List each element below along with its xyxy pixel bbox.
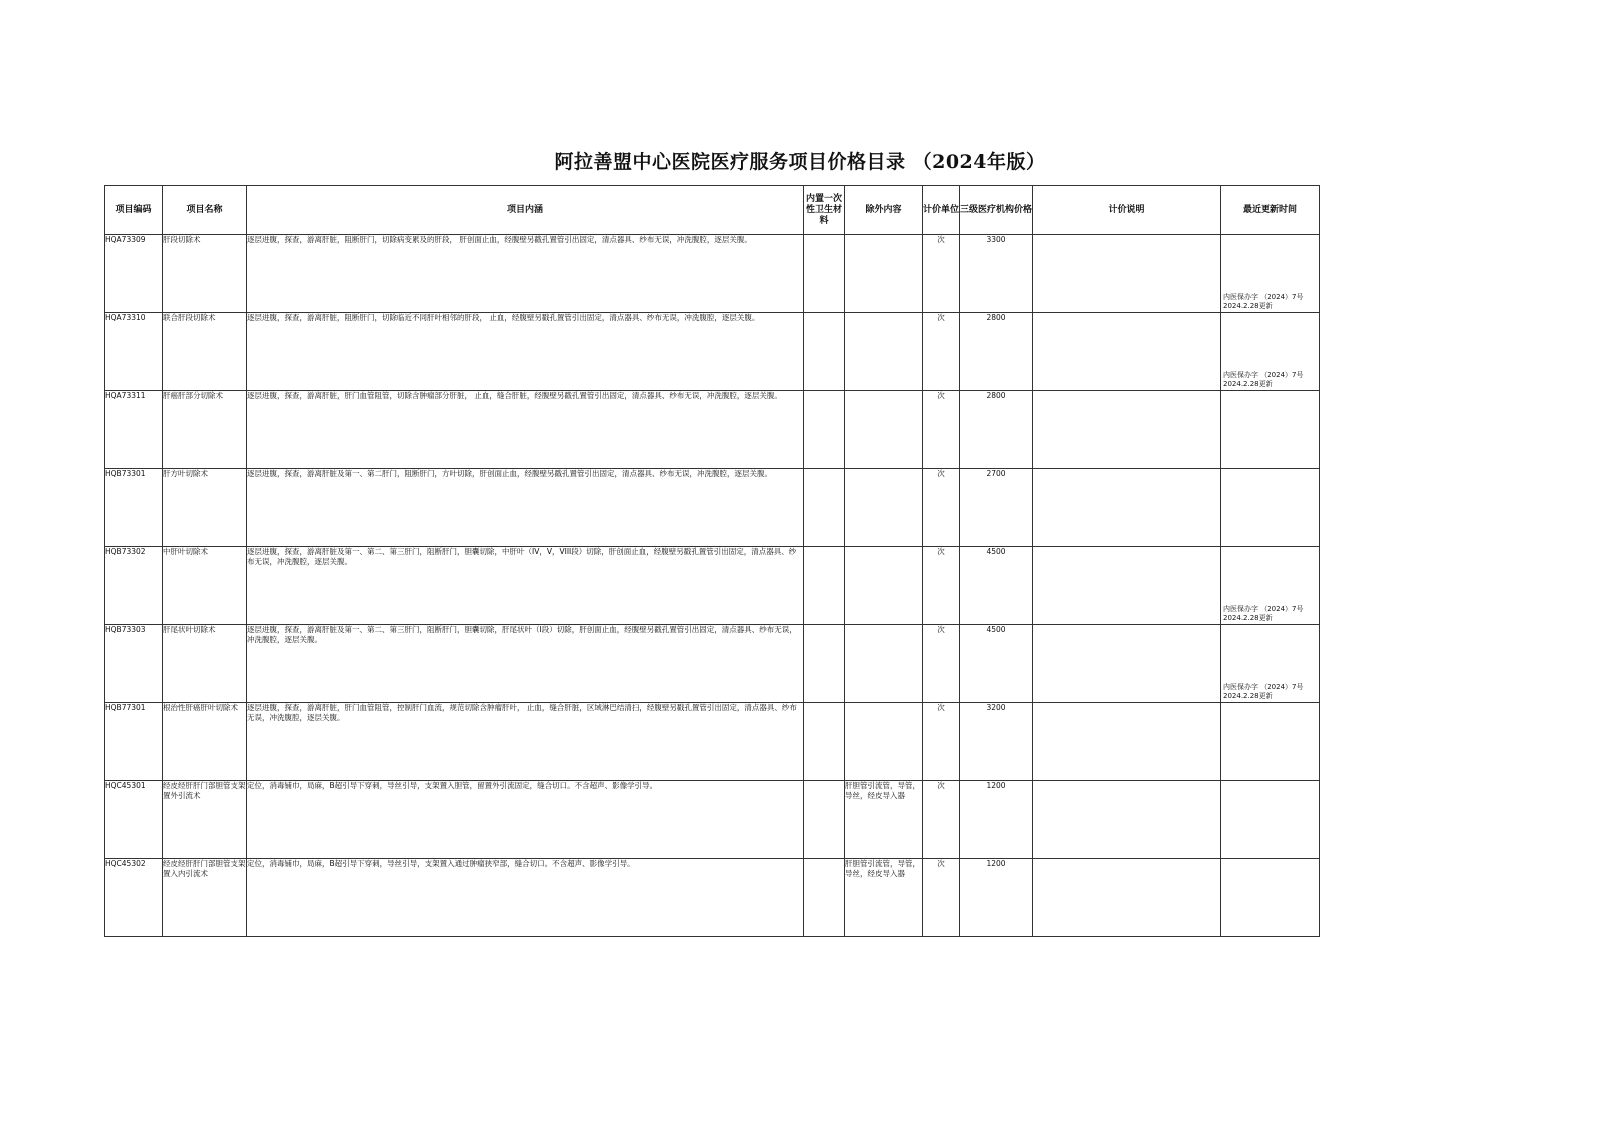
item-updated-cell [1221, 313, 1320, 391]
item-price: 2800 [960, 313, 1033, 391]
item-name: 肝癌肝部分切除术 [163, 391, 247, 469]
item-excluded: 肝胆管引流管，导管，导丝，经皮导入器 [845, 781, 923, 859]
item-price: 2800 [960, 391, 1033, 469]
item-name: 中肝叶切除术 [163, 547, 247, 625]
item-unit: 次 [923, 625, 960, 703]
item-excluded [845, 703, 923, 781]
item-price: 3200 [960, 703, 1033, 781]
item-name: 肝方叶切除术 [163, 469, 247, 547]
item-updated-cell [1221, 547, 1320, 625]
item-excluded [845, 625, 923, 703]
item-excluded [845, 235, 923, 313]
item-content: 逐层进腹，探查，游离肝脏及第一、第二、第三肝门，阻断肝门，胆囊切除，肝尾状叶（I段）切除，肝创面止血，经腹壁另戳孔置管引出固定，清点器具、纱布无误，冲洗腹腔，逐层关腹。 [247, 625, 804, 703]
item-updated: 内医保办字 （2024）7号 2024.2.28更新 [1223, 683, 1304, 700]
item-material [804, 859, 845, 937]
item-note [1033, 625, 1221, 703]
item-code: HQB73303 [105, 625, 163, 703]
header-updated: 最近更新时间 [1221, 186, 1320, 235]
header-row [105, 186, 1320, 235]
item-price: 2700 [960, 469, 1033, 547]
item-unit: 次 [923, 781, 960, 859]
item-excluded [845, 313, 923, 391]
item-material [804, 469, 845, 547]
header-code: 项目编码 [105, 186, 163, 235]
item-unit: 次 [923, 235, 960, 313]
item-price: 4500 [960, 625, 1033, 703]
item-name: 经皮经肝肝门部胆管支架置入内引流术 [163, 859, 247, 937]
item-material [804, 547, 845, 625]
header-material: 内置一次性卫生材料 [804, 186, 845, 235]
item-material [804, 313, 845, 391]
item-material [804, 391, 845, 469]
price-table [104, 185, 1320, 937]
item-code: HQC45301 [105, 781, 163, 859]
item-price: 3300 [960, 235, 1033, 313]
item-note [1033, 313, 1221, 391]
item-excluded [845, 547, 923, 625]
item-material [804, 703, 845, 781]
item-updated-cell [1221, 625, 1320, 703]
item-updated-cell [1221, 781, 1320, 859]
item-name: 肝段切除术 [163, 235, 247, 313]
item-note [1033, 469, 1221, 547]
item-price: 4500 [960, 547, 1033, 625]
table-row [105, 391, 1320, 469]
item-unit: 次 [923, 703, 960, 781]
item-unit: 次 [923, 391, 960, 469]
table-row [105, 859, 1320, 937]
table-row [105, 781, 1320, 859]
item-material [804, 625, 845, 703]
item-updated-cell [1221, 391, 1320, 469]
table-row [105, 235, 1320, 313]
item-note [1033, 859, 1221, 937]
item-updated: 内医保办字 （2024）7号 2024.2.28更新 [1223, 371, 1304, 388]
header-name: 项目名称 [163, 186, 247, 235]
item-note [1033, 703, 1221, 781]
item-note [1033, 235, 1221, 313]
item-name: 肝尾状叶切除术 [163, 625, 247, 703]
item-updated: 内医保办字 （2024）7号 2024.2.28更新 [1223, 605, 1304, 622]
item-code: HQA73310 [105, 313, 163, 391]
header-unit: 计价单位 [923, 186, 960, 235]
item-updated-cell [1221, 703, 1320, 781]
item-updated: 内医保办字 （2024）7号 2024.2.28更新 [1223, 293, 1304, 310]
table-row [105, 469, 1320, 547]
item-unit: 次 [923, 547, 960, 625]
table-row [105, 703, 1320, 781]
item-note [1033, 391, 1221, 469]
item-content: 逐层进腹，探查，游离肝脏及第一、第二、第三肝门，阻断肝门，胆囊切除，中肝叶（IV，V，VIII段）切除，肝创面止血，经腹壁另戳孔置管引出固定，清点器具、纱布无误，冲洗腹腔，逐层关腹。 [247, 547, 804, 625]
item-content: 逐层进腹，探查，游离肝脏及第一、第二肝门，阻断肝门，方叶切除，肝创面止血，经腹壁另戳孔置管引出固定，清点器具、纱布无误，冲洗腹腔，逐层关腹。 [247, 469, 804, 547]
item-code: HQB77301 [105, 703, 163, 781]
table-row [105, 547, 1320, 625]
item-code: HQA73309 [105, 235, 163, 313]
item-content: 逐层进腹，探查，游离肝脏，肝门血管阻管，切除含肿瘤部分肝脏， 止血，缝合肝脏，经腹壁另戳孔置管引出固定，清点器具、纱布无误，冲洗腹腔，逐层关腹。 [247, 391, 804, 469]
table-row [105, 313, 1320, 391]
item-note [1033, 547, 1221, 625]
item-name: 联合肝段切除术 [163, 313, 247, 391]
item-content: 定位，消毒铺巾，局麻，B超引导下穿刺，导丝引导，支架置入胆管，留置外引流固定，缝合切口。不含超声、影像学引导。 [247, 781, 804, 859]
item-code: HQC45302 [105, 859, 163, 937]
item-updated-cell [1221, 469, 1320, 547]
header-content: 项目内涵 [247, 186, 804, 235]
item-content: 定位，消毒铺巾，局麻，B超引导下穿刺，导丝引导，支架置入通过肿瘤狭窄部，缝合切口。不含超声、影像学引导。 [247, 859, 804, 937]
item-material [804, 781, 845, 859]
item-unit: 次 [923, 313, 960, 391]
item-content: 逐层进腹，探查，游离肝脏，肝门血管阻管，控制肝门血流，规范切除含肿瘤肝叶， 止血，缝合肝脏，区域淋巴结清扫，经腹壁另戳孔置管引出固定，清点器具、纱布无误，冲洗腹腔，逐层关腹。 [247, 703, 804, 781]
item-updated-cell [1221, 235, 1320, 313]
item-price: 1200 [960, 859, 1033, 937]
item-unit: 次 [923, 469, 960, 547]
header-excluded: 除外内容 [845, 186, 923, 235]
item-name: 经皮经肝肝门部胆管支架置外引流术 [163, 781, 247, 859]
item-note [1033, 781, 1221, 859]
item-unit: 次 [923, 859, 960, 937]
item-name: 根治性肝癌肝叶切除术 [163, 703, 247, 781]
header-note: 计价说明 [1033, 186, 1221, 235]
item-price: 1200 [960, 781, 1033, 859]
header-price: 三级医疗机构价格 [960, 186, 1033, 235]
item-content: 逐层进腹，探查，游离肝脏，阻断肝门，切除临近不同肝叶相邻的肝段， 止血，经腹壁另戳孔置管引出固定，清点器具、纱布无误，冲洗腹腔，逐层关腹。 [247, 313, 804, 391]
item-excluded: 肝胆管引流管，导管，导丝，经皮导入器 [845, 859, 923, 937]
item-updated-cell [1221, 859, 1320, 937]
page-title: 阿拉善盟中心医院医疗服务项目价格目录 （2024年版） [554, 151, 1046, 173]
item-material [804, 235, 845, 313]
table-row [105, 625, 1320, 703]
item-code: HQB73302 [105, 547, 163, 625]
item-excluded [845, 391, 923, 469]
item-code: HQB73301 [105, 469, 163, 547]
item-code: HQA73311 [105, 391, 163, 469]
item-content: 逐层进腹，探查，游离肝脏，阻断肝门，切除病变累及的肝段， 肝创面止血，经腹壁另戳孔置管引出固定，清点器具、纱布无误，冲洗腹腔，逐层关腹。 [247, 235, 804, 313]
item-excluded [845, 469, 923, 547]
